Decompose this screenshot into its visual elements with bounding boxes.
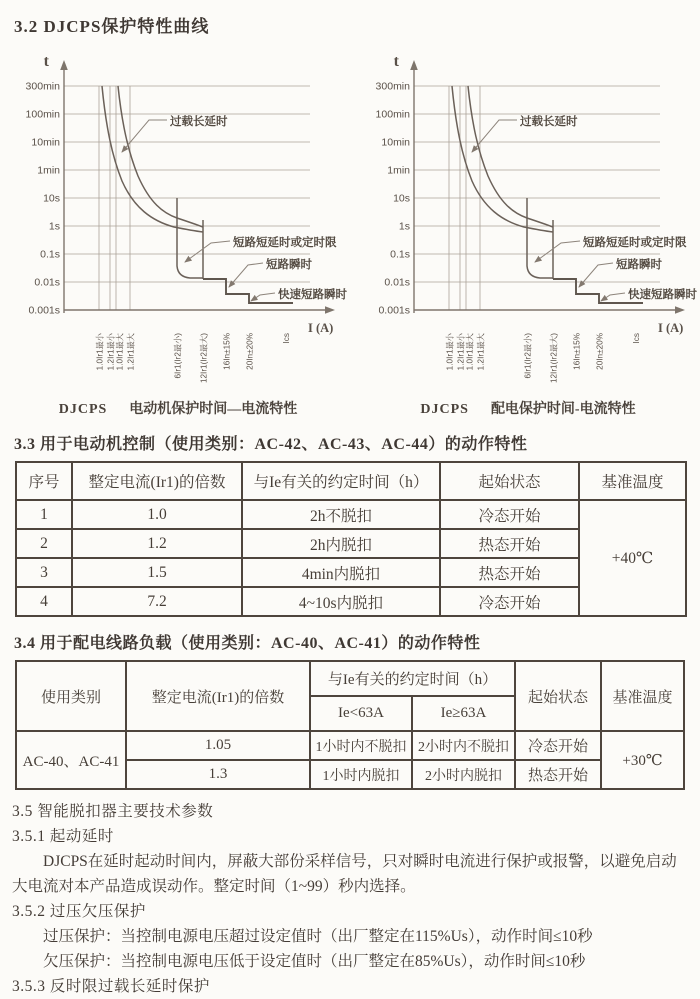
cell-time: 2h不脱扣 [242, 500, 440, 529]
chart-caption-text: 电动机保护时间—电流特性 [129, 402, 298, 417]
section-3-5 [12, 799, 688, 999]
cell-time-ge: 2小时内不脱扣 [412, 731, 515, 760]
x-tick: 1.2Ir1最小 [106, 333, 116, 371]
col-header-time: 与Ie有关的约定时间（h） [242, 462, 440, 500]
cell-category: AC-40、AC-41 [16, 731, 126, 789]
cell-no: 4 [16, 587, 72, 616]
ics-tick: Ics [282, 333, 291, 344]
cell-state: 热态开始 [515, 760, 601, 789]
section-3-5-2-title: 3.5.2 过压欠压保护 [12, 903, 146, 920]
motor-chart-caption [12, 398, 344, 418]
y-tick: 100min [375, 108, 410, 121]
chart-caption-prefix: DJCPS [58, 402, 108, 417]
cell-no: 2 [16, 529, 72, 558]
annotation-fast-instantaneous: 快速短路瞬时 [628, 289, 697, 301]
x-tick: 1.2Ir1最大 [476, 333, 486, 371]
x-tick: 1.0Ir1最大 [115, 333, 125, 371]
cell-time: 4min内脱扣 [242, 558, 440, 587]
cell-multiple: 1.3 [126, 760, 310, 789]
cell-ref-temp: +30℃ [601, 731, 684, 789]
annotation-leaders [122, 120, 275, 301]
motor-characteristics-table [15, 461, 687, 617]
overvoltage-protection-line: 过压保护：当控制电源电压超过设定值时（出厂整定在115%Us），动作时间≤10秒 [43, 928, 593, 945]
annotation-leaders [472, 120, 625, 301]
col-header-ie-ge-63: Ie≥63A [412, 696, 515, 731]
col-header-ref-temp: 基准温度 [601, 661, 684, 731]
section-3-3-title: 3.3 用于电动机控制（使用类别：AC-42、AC-43、AC-44）的动作特性 [14, 436, 528, 453]
section-3-4-title: 3.4 用于配电线路负载（使用类别：AC-40、AC-41）的动作特性 [14, 635, 481, 652]
x-tick: 1.2Ir1最大 [126, 333, 136, 371]
x-tick: 12Ir1(Ir2最大) [549, 333, 559, 384]
cell-state: 热态开始 [440, 529, 579, 558]
col-header-no: 序号 [16, 462, 72, 500]
annotation-fast-instantaneous: 快速短路瞬时 [278, 289, 347, 301]
time-axis-label: t [43, 53, 49, 70]
x-tick: 20In±20% [595, 333, 605, 370]
chart-caption-text: 配电保护时间-电流特性 [490, 402, 636, 417]
y-tick: 10min [381, 136, 410, 149]
x-tick: 12Ir1(Ir2最大) [199, 333, 209, 384]
section-3-5-1-title: 3.5.1 起动延时 [12, 828, 114, 845]
cell-ref-temp: +40℃ [579, 500, 686, 616]
col-header-ie-lt-63: Ie<63A [310, 696, 412, 731]
col-header-category: 使用类别 [16, 661, 126, 731]
y-tick: 0.1s [40, 248, 60, 261]
annotation-instantaneous: 短路瞬时 [616, 259, 662, 271]
cell-no: 3 [16, 558, 72, 587]
x-tick: 16In±15% [222, 333, 232, 370]
cell-time: 4~10s内脱扣 [242, 587, 440, 616]
cell-multiple: 1.2 [72, 529, 242, 558]
y-tick: 1min [387, 164, 410, 177]
section-3-5-title: 3.5 智能脱扣器主要技术参数 [12, 803, 214, 820]
startup-delay-paragraph: DJCPS在延时起动时间内，屏蔽大部份采样信号，只对瞬时电流进行保护或报警，以避免启动大电流对本产品造成误动作。整定时间（1~99）秒内选择。 [12, 853, 677, 895]
annotation-overload: 过载长延时 [520, 116, 578, 128]
x-tick: 6Ir1(Ir2最小) [173, 333, 183, 379]
cell-time-ge: 2小时内脱扣 [412, 760, 515, 789]
x-tick: 1.0Ir1最大 [465, 333, 475, 371]
col-header-multiple: 整定电流(Ir1)的倍数 [126, 661, 310, 731]
undervoltage-protection-line: 欠压保护：当控制电源电压低于设定值时（出厂整定在85%Us），动作时间≤10秒 [43, 953, 586, 970]
x-tick: 1.0Ir1最小 [95, 333, 105, 371]
motor-protection-chart-svg [12, 41, 347, 393]
annotation-instantaneous: 短路瞬时 [266, 259, 312, 271]
annotation-short-delay: 短路短延时或定时限 [583, 237, 687, 249]
cell-state: 冷态开始 [440, 587, 579, 616]
x-tick: 6Ir1(Ir2最小) [523, 333, 533, 379]
distribution-protection-chart [362, 41, 697, 418]
y-tick: 0.001s [28, 304, 60, 317]
cell-multiple: 1.0 [72, 500, 242, 529]
current-axis-label: I (A) [308, 321, 334, 335]
y-tick: 300min [25, 80, 60, 93]
cell-time-lt: 1小时内不脱扣 [310, 731, 412, 760]
y-tick: 1min [37, 164, 60, 177]
cell-state: 热态开始 [440, 558, 579, 587]
section-3-5-3-title: 3.5.3 反时限过载长延时保护 [12, 978, 210, 995]
col-header-ref-temp: 基准温度 [579, 462, 686, 500]
x-tick: 20In±20% [245, 333, 255, 370]
cell-time: 2h内脱扣 [242, 529, 440, 558]
cell-state: 冷态开始 [515, 731, 601, 760]
y-tick: 10s [393, 192, 410, 205]
col-header-state: 起始状态 [440, 462, 579, 500]
distribution-characteristics-table [15, 660, 685, 790]
time-axis-label: t [393, 53, 399, 70]
axes [60, 60, 335, 314]
distribution-chart-caption [362, 398, 694, 418]
cell-multiple: 1.05 [126, 731, 310, 760]
x-tick: 1.2Ir1最小 [456, 333, 466, 371]
x-tick: 1.0Ir1最小 [445, 333, 455, 371]
section-3-2-title: 3.2 DJCPS保护特性曲线 [14, 17, 210, 36]
y-tick: 1s [48, 220, 60, 233]
y-tick: 10s [43, 192, 60, 205]
cell-time-lt: 1小时内脱扣 [310, 760, 412, 789]
col-header-time-group: 与Ie有关的约定时间（h） [310, 661, 515, 696]
motor-protection-chart [12, 41, 347, 418]
y-tick: 0.001s [378, 304, 410, 317]
col-header-state: 起始状态 [515, 661, 601, 731]
charts-row [12, 41, 697, 418]
y-tick: 1s [398, 220, 410, 233]
cell-multiple: 7.2 [72, 587, 242, 616]
table-row [16, 731, 684, 760]
y-tick: 10min [31, 136, 60, 149]
chart-caption-prefix: DJCPS [420, 402, 469, 417]
annotation-overload: 过载长延时 [170, 116, 228, 128]
y-tick: 0.1s [390, 248, 410, 261]
y-tick: 300min [375, 80, 410, 93]
cell-multiple: 1.5 [72, 558, 242, 587]
axes [410, 60, 685, 314]
col-header-multiple: 整定电流(Ir1)的倍数 [72, 462, 242, 500]
x-tick: 16In±15% [572, 333, 582, 370]
distribution-protection-chart-svg [362, 41, 697, 393]
cell-no: 1 [16, 500, 72, 529]
cell-state: 冷态开始 [440, 500, 579, 529]
y-tick: 0.01s [34, 276, 60, 289]
ics-tick: Ics [632, 333, 641, 344]
table-row [16, 500, 686, 529]
y-tick: 0.01s [384, 276, 410, 289]
current-axis-label: I (A) [658, 321, 684, 335]
y-tick: 100min [25, 108, 60, 121]
annotation-short-delay: 短路短延时或定时限 [233, 237, 337, 249]
